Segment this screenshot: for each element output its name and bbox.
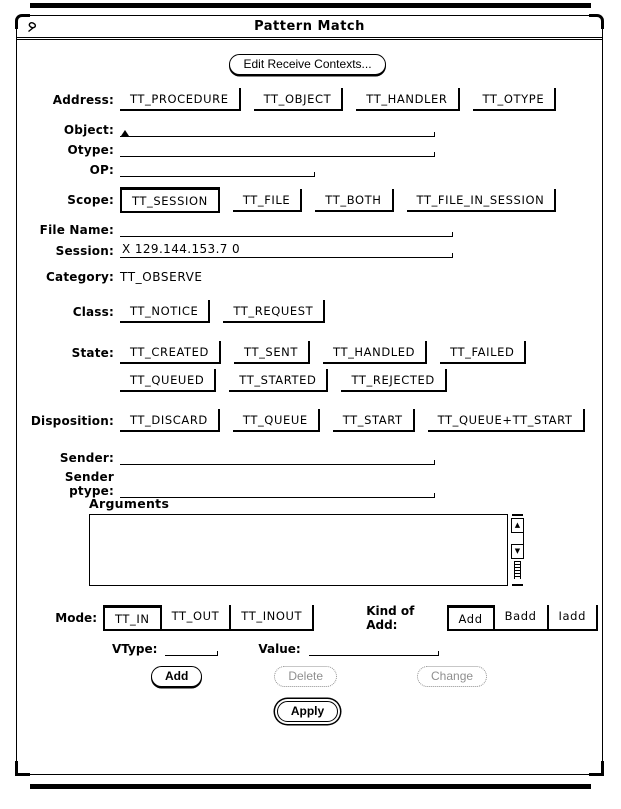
choice-tt-both[interactable]: TT_BOTH xyxy=(315,189,393,212)
scope-label: Scope: xyxy=(67,193,114,207)
state-row-1 xyxy=(17,341,598,364)
choice-tt-sent[interactable]: TT_SENT xyxy=(234,341,310,364)
mode-group xyxy=(103,605,314,631)
choice-tt-procedure[interactable]: TT_PROCEDURE xyxy=(120,88,241,111)
address-row xyxy=(17,88,598,111)
disposition-label: Disposition: xyxy=(30,413,114,428)
choice-tt-queue-plus-start[interactable]: TT_QUEUE+TT_START xyxy=(428,409,585,432)
mode-label: Mode: xyxy=(55,611,97,625)
scrollbar-drag-area[interactable] xyxy=(511,533,524,544)
kind-of-add-group xyxy=(447,605,598,631)
title-bar[interactable] xyxy=(17,16,602,40)
value-input[interactable] xyxy=(309,639,439,656)
arg-actions-row xyxy=(17,666,598,687)
class-label: Class: xyxy=(72,304,114,319)
choice-tt-queue[interactable]: TT_QUEUE xyxy=(233,409,320,432)
choice-iadd[interactable]: Iadd xyxy=(549,605,598,631)
object-row xyxy=(17,120,598,137)
choice-tt-in[interactable]: TT_IN xyxy=(103,605,162,631)
pushpin-icon[interactable] xyxy=(26,20,42,34)
scrollbar-bottom-anchor[interactable] xyxy=(512,584,523,586)
edit-contexts-row xyxy=(17,54,598,75)
vtype-input[interactable] xyxy=(165,639,218,656)
choice-tt-object[interactable]: TT_OBJECT xyxy=(254,88,344,111)
category-row xyxy=(17,270,598,284)
file-name-input[interactable] xyxy=(120,220,453,237)
choice-tt-rejected[interactable]: TT_REJECTED xyxy=(341,369,446,392)
vtype-value-row xyxy=(17,639,598,656)
category-label: Category: xyxy=(46,270,114,284)
file-name-label: File Name: xyxy=(39,223,114,237)
edit-receive-contexts-button[interactable]: Edit Receive Contexts... xyxy=(229,54,385,75)
choice-tt-out[interactable]: TT_OUT xyxy=(162,605,232,631)
mode-row xyxy=(17,604,598,632)
arguments-label: Arguments xyxy=(89,496,170,511)
op-label: OP: xyxy=(89,163,114,177)
otype-label: Otype: xyxy=(67,143,114,157)
dialog-content xyxy=(17,40,602,771)
choice-tt-file-in-session[interactable]: TT_FILE_IN_SESSION xyxy=(407,189,557,212)
choice-tt-started[interactable]: TT_STARTED xyxy=(229,369,328,392)
arguments-list[interactable] xyxy=(89,514,508,586)
choice-tt-inout[interactable]: TT_INOUT xyxy=(231,605,314,631)
choice-tt-file[interactable]: TT_FILE xyxy=(233,189,302,212)
scroll-down-arrow-icon[interactable]: ▼ xyxy=(511,544,524,559)
disposition-row xyxy=(17,409,598,432)
sender-label: Sender: xyxy=(59,451,114,465)
state-label: State: xyxy=(71,345,114,360)
arguments-scrollbar[interactable] xyxy=(510,514,525,586)
scroll-up-arrow-icon[interactable]: ▲ xyxy=(511,518,524,533)
state-row-2 xyxy=(17,369,598,392)
choice-tt-discard[interactable]: TT_DISCARD xyxy=(120,409,220,432)
class-row xyxy=(17,300,598,323)
object-label: Object: xyxy=(63,123,114,137)
pattern-match-window xyxy=(16,15,603,775)
add-button[interactable]: Add xyxy=(151,666,202,687)
scrollbar-top-anchor[interactable] xyxy=(512,514,523,516)
kind-of-add-label: Kind of Add: xyxy=(366,604,415,632)
session-row xyxy=(17,241,598,258)
apply-row xyxy=(17,701,598,722)
choice-tt-handled[interactable]: TT_HANDLED xyxy=(323,341,427,364)
choice-tt-notice[interactable]: TT_NOTICE xyxy=(120,300,210,323)
scope-row xyxy=(17,187,598,213)
choice-tt-failed[interactable]: TT_FAILED xyxy=(440,341,526,364)
choice-tt-session[interactable]: TT_SESSION xyxy=(120,187,220,213)
choice-add[interactable]: Add xyxy=(447,605,495,631)
sender-input[interactable] xyxy=(120,448,435,465)
choice-tt-request[interactable]: TT_REQUEST xyxy=(223,300,325,323)
choice-tt-queued[interactable]: TT_QUEUED xyxy=(120,369,216,392)
choice-tt-handler[interactable]: TT_HANDLER xyxy=(356,88,459,111)
sender-ptype-row xyxy=(17,470,598,498)
arguments-panel xyxy=(89,514,525,586)
apply-button[interactable]: Apply xyxy=(277,701,338,722)
choice-tt-created[interactable]: TT_CREATED xyxy=(120,341,221,364)
sender-ptype-label: Sender ptype: xyxy=(64,470,114,498)
op-row xyxy=(17,160,598,177)
choice-badd[interactable]: Badd xyxy=(495,605,549,631)
object-input[interactable] xyxy=(120,120,435,137)
choice-tt-start[interactable]: TT_START xyxy=(333,409,415,432)
value-label: Value: xyxy=(258,642,301,656)
text-caret-icon xyxy=(121,130,129,136)
category-value: TT_OBSERVE xyxy=(120,270,203,284)
session-input[interactable]: X 129.144.153.7 0 xyxy=(120,241,453,258)
file-name-row xyxy=(17,220,598,237)
window-bottom-shadow xyxy=(30,784,591,789)
address-label: Address: xyxy=(52,92,114,107)
session-label: Session: xyxy=(55,244,114,258)
scrollbar-cable xyxy=(514,561,521,579)
op-input[interactable] xyxy=(120,160,315,177)
otype-row xyxy=(17,140,598,157)
choice-tt-otype[interactable]: TT_OTYPE xyxy=(473,88,557,111)
sender-row xyxy=(17,448,598,465)
window-title: Pattern Match xyxy=(254,19,365,34)
otype-input[interactable] xyxy=(120,140,435,157)
window-top-shadow xyxy=(30,3,591,8)
delete-button: Delete xyxy=(274,666,337,687)
vtype-label: VType: xyxy=(112,642,158,656)
change-button: Change xyxy=(417,666,487,687)
